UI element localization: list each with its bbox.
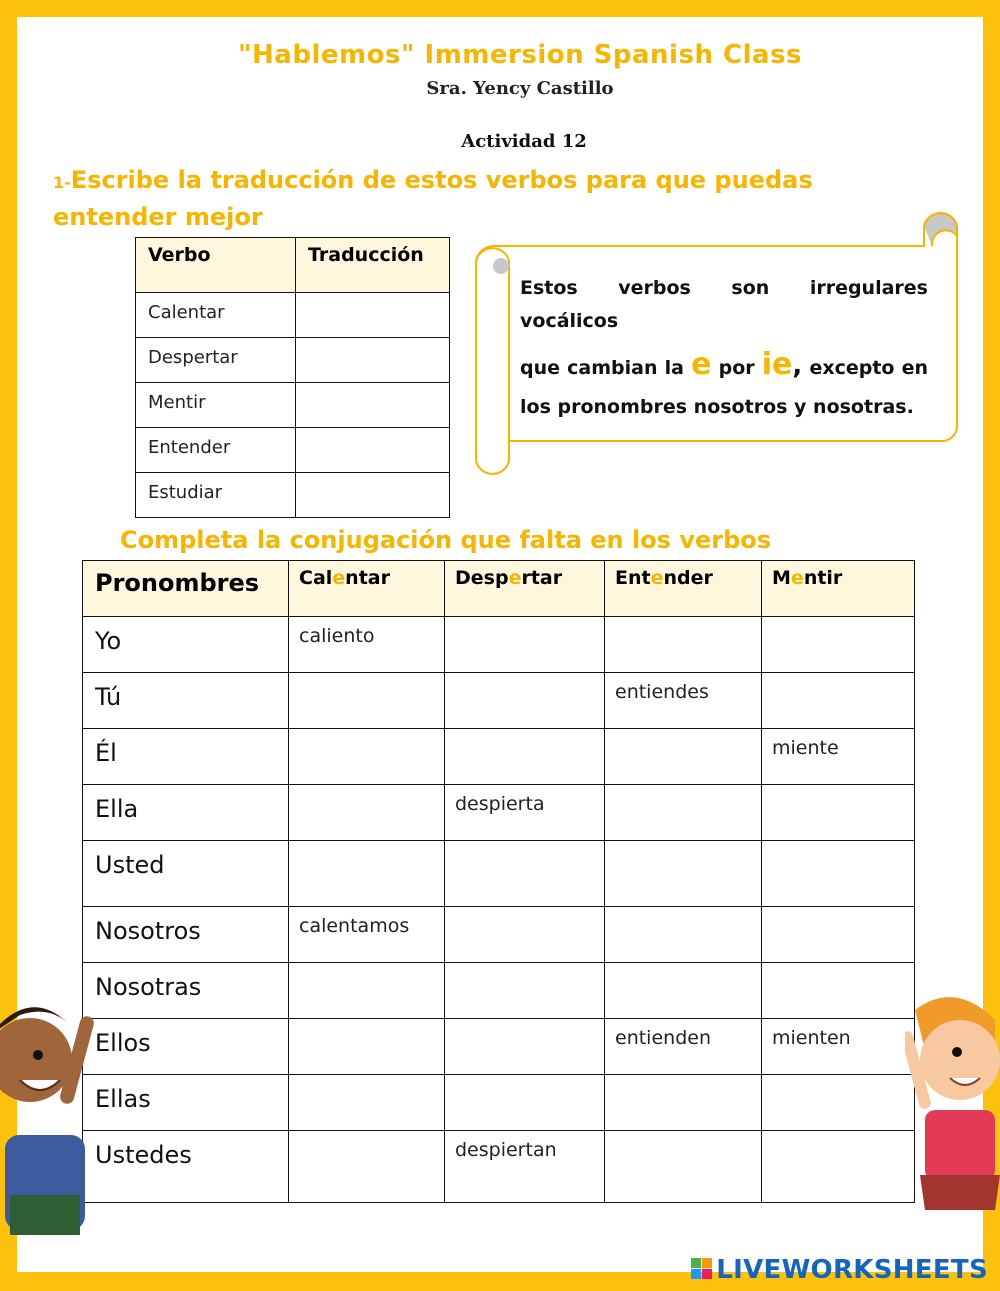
note-text-por: por — [718, 356, 755, 379]
conjugation-given-cell: caliento — [289, 617, 445, 673]
note-vowel-e: e — [691, 346, 712, 382]
conjugation-answer-cell[interactable] — [762, 785, 915, 841]
conjugation-given-cell: despiertan — [445, 1131, 605, 1203]
liveworksheets-logo — [691, 1255, 988, 1285]
conjugation-answer-cell[interactable] — [762, 617, 915, 673]
header-traduccion: Traducción — [296, 238, 450, 293]
note-text-pre: que cambian la — [520, 356, 684, 379]
translation-row — [136, 473, 450, 518]
conjugation-row — [83, 841, 915, 907]
conjugation-answer-cell[interactable] — [762, 907, 915, 963]
conjugation-answer-cell[interactable] — [289, 729, 445, 785]
conjugation-answer-cell[interactable] — [762, 1131, 915, 1203]
conjugation-answer-cell[interactable] — [762, 1075, 915, 1131]
pronoun-cell: Nosotros — [83, 907, 289, 963]
verb-cell: Mentir — [136, 383, 296, 428]
conjugation-answer-cell[interactable] — [762, 963, 915, 1019]
pronoun-cell: Tú — [83, 673, 289, 729]
conjugation-answer-cell[interactable] — [762, 673, 915, 729]
conjugation-answer-cell[interactable] — [289, 1019, 445, 1075]
conjugation-answer-cell[interactable] — [445, 1019, 605, 1075]
pronoun-cell: Nosotras — [83, 963, 289, 1019]
conjugation-row — [83, 963, 915, 1019]
pronoun-cell: Yo — [83, 617, 289, 673]
instruction-conjugate: Completa la conjugación que falta en los verbos — [120, 526, 772, 554]
activity-number: Actividad 12 — [461, 131, 587, 152]
conjugation-answer-cell[interactable] — [605, 1075, 762, 1131]
translation-answer-cell[interactable] — [296, 473, 450, 518]
conjugation-answer-cell[interactable] — [605, 785, 762, 841]
logo-text: LIVEWORKSHEETS — [716, 1255, 988, 1285]
irregular-verbs-note — [520, 272, 928, 424]
conjugation-row — [83, 1075, 915, 1131]
pronoun-cell: Ellas — [83, 1075, 289, 1131]
translation-answer-cell[interactable] — [296, 338, 450, 383]
note-comma: , — [792, 350, 803, 381]
header-pronombres: Pronombres — [83, 561, 289, 617]
conjugation-given-cell: calentamos — [289, 907, 445, 963]
conjugation-answer-cell[interactable] — [289, 785, 445, 841]
conjugation-answer-cell[interactable] — [289, 841, 445, 907]
conjugation-answer-cell[interactable] — [445, 907, 605, 963]
conjugation-answer-cell[interactable] — [605, 907, 762, 963]
conjugation-row — [83, 673, 915, 729]
note-text-post: excepto en los pronombres nosotros y nosotras. — [520, 356, 929, 418]
conjugation-answer-cell[interactable] — [445, 963, 605, 1019]
conjugation-answer-cell[interactable] — [289, 1131, 445, 1203]
conjugation-answer-cell[interactable] — [605, 729, 762, 785]
translation-answer-cell[interactable] — [296, 428, 450, 473]
instruction-text: Escribe la traducción de estos verbos para que puedas entender mejor — [53, 166, 813, 231]
translation-row — [136, 383, 450, 428]
conjugation-answer-cell[interactable] — [289, 963, 445, 1019]
conjugation-answer-cell[interactable] — [605, 963, 762, 1019]
translation-row — [136, 428, 450, 473]
header-verbo: Verbo — [136, 238, 296, 293]
conjugation-row — [83, 729, 915, 785]
conjugation-given-cell: entiendes — [605, 673, 762, 729]
translation-row — [136, 293, 450, 338]
pronoun-cell: Usted — [83, 841, 289, 907]
header-verb-despertar: Despertar — [445, 561, 605, 617]
verb-cell: Entender — [136, 428, 296, 473]
conjugation-row — [83, 1131, 915, 1203]
boy-illustration — [0, 995, 100, 1245]
translation-answer-cell[interactable] — [296, 383, 450, 428]
instruction-number: 1- — [53, 173, 71, 192]
conjugation-row — [83, 907, 915, 963]
conjugation-answer-cell[interactable] — [605, 617, 762, 673]
note-line-1: Estos verbos son irregulares vocálicos — [520, 277, 928, 333]
conjugation-given-cell: despierta — [445, 785, 605, 841]
header-verb-entender: Entender — [605, 561, 762, 617]
translation-table — [135, 237, 450, 518]
logo-cube-icon — [691, 1258, 713, 1280]
conjugation-answer-cell[interactable] — [445, 1075, 605, 1131]
translation-answer-cell[interactable] — [296, 293, 450, 338]
conjugation-answer-cell[interactable] — [289, 673, 445, 729]
verb-cell: Estudiar — [136, 473, 296, 518]
conjugation-answer-cell[interactable] — [445, 673, 605, 729]
header-verb-mentir: Mentir — [762, 561, 915, 617]
conjugation-table — [82, 560, 915, 1203]
conjugation-answer-cell[interactable] — [289, 1075, 445, 1131]
conjugation-header-row — [83, 561, 915, 617]
pronoun-cell: Ustedes — [83, 1131, 289, 1203]
conjugation-answer-cell[interactable] — [445, 729, 605, 785]
header-verb-calentar: Calentar — [289, 561, 445, 617]
conjugation-answer-cell[interactable] — [762, 841, 915, 907]
teacher-name: Sra. Yency Castillo — [426, 78, 614, 99]
conjugation-row — [83, 1019, 915, 1075]
conjugation-answer-cell[interactable] — [605, 841, 762, 907]
conjugation-row — [83, 785, 915, 841]
verb-cell: Despertar — [136, 338, 296, 383]
conjugation-answer-cell[interactable] — [445, 841, 605, 907]
conjugation-answer-cell[interactable] — [445, 617, 605, 673]
conjugation-row — [83, 617, 915, 673]
pronoun-cell: Ella — [83, 785, 289, 841]
pronoun-cell: Ellos — [83, 1019, 289, 1075]
pronoun-cell: Él — [83, 729, 289, 785]
translation-row — [136, 338, 450, 383]
conjugation-answer-cell[interactable] — [605, 1131, 762, 1203]
page-title: "Hablemos" Immersion Spanish Class — [238, 40, 802, 70]
conjugation-given-cell: entienden — [605, 1019, 762, 1075]
conjugation-given-cell: mienten — [762, 1019, 915, 1075]
conjugation-given-cell: miente — [762, 729, 915, 785]
note-body — [520, 339, 928, 425]
girl-illustration — [905, 990, 1000, 1230]
translation-header-row — [136, 238, 450, 293]
note-vowel-ie: ie — [761, 346, 793, 382]
verb-cell: Calentar — [136, 293, 296, 338]
